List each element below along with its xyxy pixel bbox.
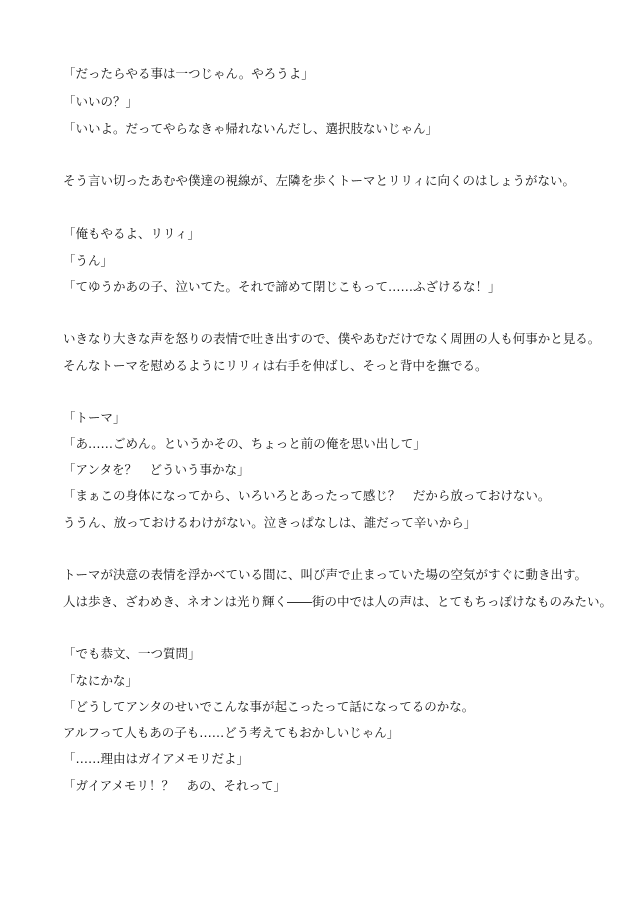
text-line: 「だったらやる事は一つじゃん。やろうよ」 xyxy=(63,66,314,81)
text-line: トーマが決意の表情を浮かべている間に、叫び声で止まっていた場の空気がすぐに動き出す。 xyxy=(63,567,588,582)
text-line: 「あ……ごめん。というかその、ちょっと前の俺を思い出して」 xyxy=(63,436,426,451)
text-line: 「てゆうかあの子、泣いてた。それで諦めて閉じこもって……ふざけるな！」 xyxy=(63,279,501,294)
text-line: 「なにかな」 xyxy=(63,673,139,688)
text-line: そう言い切ったあむや僕達の視線が、左隣を歩くトーマとリリィに向くのはしょうがない。 xyxy=(63,173,576,188)
text-line: 「ガイアメモリ！？ あの、それって」 xyxy=(63,778,287,793)
text-line: ううん、放っておけるわけがない。泣きっぱなしは、誰だって辛いから」 xyxy=(63,515,477,530)
text-line: 「いいの？」 xyxy=(63,94,139,109)
text-line: アルフって人もあの子も……どう考えてもおかしいじゃん」 xyxy=(63,725,400,740)
text-line: いきなり大きな声を怒りの表情で吐き出すので、僕やあむだけでなく周囲の人も何事かと見る。 xyxy=(63,331,601,346)
text-line: 「トーマ」 xyxy=(63,410,126,425)
text-line: 「……理由はガイアメモリだよ」 xyxy=(63,751,250,766)
text-line: そんなトーマを慰めるようにリリィは右手を伸ばし、そっと背中を撫でる。 xyxy=(63,358,488,373)
text-line: 「いいよ。だってやらなきゃ帰れないんだし、選択肢ないじゃん」 xyxy=(63,121,439,136)
text-line: 「でも恭文、一つ質問」 xyxy=(63,646,201,661)
text-line: 「俺もやるよ、リリィ」 xyxy=(63,226,201,241)
text-line: 「どうしてアンタのせいでこんな事が起こったって話になってるのかな。 xyxy=(63,699,475,714)
text-line: 人は歩き、ざわめき、ネオンは光り輝く――街の中では人の声は、とてもちっぽけなものみたい。 xyxy=(63,594,613,609)
text-line: 「アンタを？ どういう事かな」 xyxy=(63,462,250,477)
text-line: 「うん」 xyxy=(63,253,114,268)
text-line: 「まぁこの身体になってから、いろいろとあったって感じ？ だから放っておけない。 xyxy=(63,488,551,503)
